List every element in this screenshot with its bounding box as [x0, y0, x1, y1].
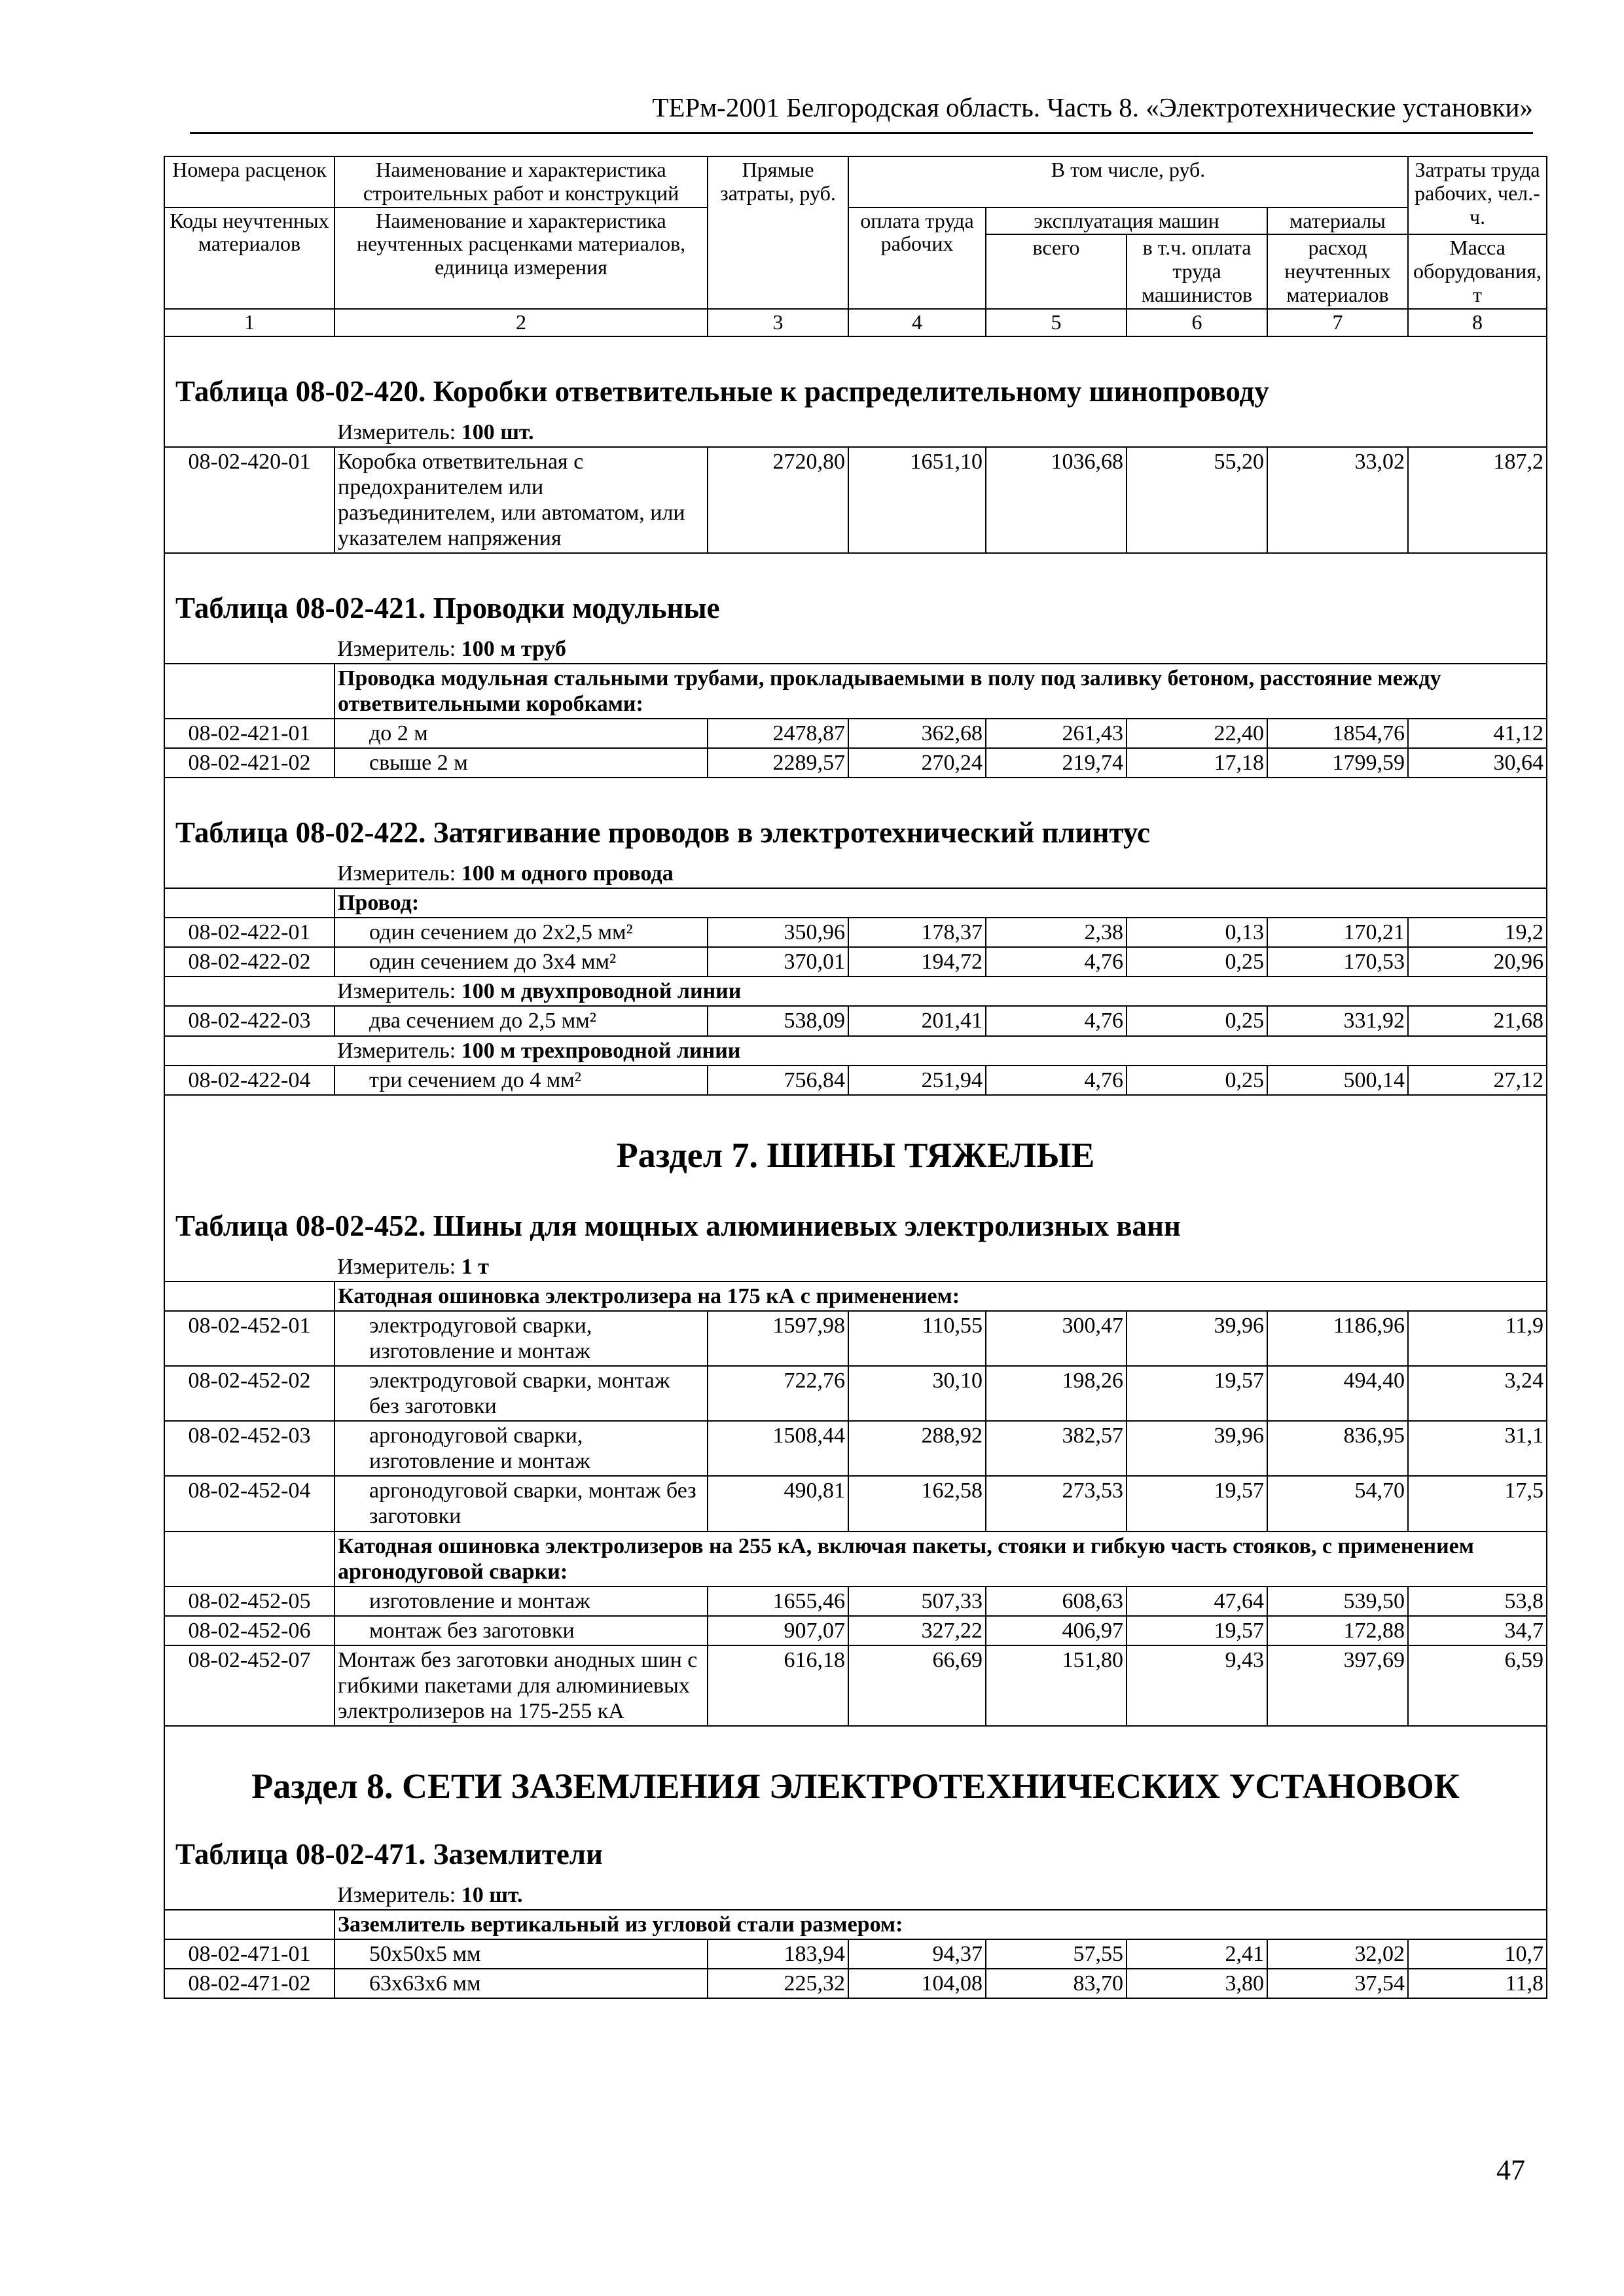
work-name: электродуговой сварки, монтаж без заготовки	[334, 1366, 708, 1421]
table-row	[164, 1587, 1547, 1616]
page-number: 47	[1496, 2154, 1525, 2186]
running-header: ТЕРм-2001 Белгородская область. Часть 8. «Электротехнические установки»	[190, 92, 1533, 134]
table-row	[164, 1969, 1547, 1998]
cost-value: 41,12	[1408, 719, 1547, 748]
group-heading: Заземлитель вертикальный из угловой стали размером:	[334, 1910, 1547, 1939]
rate-code: 08-02-452-03	[164, 1421, 334, 1476]
work-name: 50х50х5 мм	[334, 1939, 708, 1969]
cost-value: 3,24	[1408, 1366, 1547, 1421]
cost-value: 225,32	[708, 1969, 848, 1998]
work-name: электродуговой сварки, изготовление и монтаж	[334, 1311, 708, 1366]
col-head-labor: Затраты труда рабочих, чел.-ч.	[1408, 156, 1547, 234]
cost-value: 17,5	[1408, 1476, 1547, 1531]
cost-value: 53,8	[1408, 1587, 1547, 1616]
rate-code: 08-02-422-01	[164, 918, 334, 947]
cost-value: 19,57	[1127, 1366, 1267, 1421]
col-head-mat-codes: Коды неучтенных материалов	[164, 207, 334, 309]
cost-value: 178,37	[848, 918, 986, 947]
rate-code: 08-02-421-01	[164, 719, 334, 748]
measure-line: Измеритель: 10 шт.	[334, 1881, 1547, 1910]
cost-value: 30,64	[1408, 748, 1547, 778]
table-row	[164, 719, 1547, 748]
table-row	[164, 947, 1547, 977]
cost-value: 170,21	[1267, 918, 1408, 947]
cost-value: 31,1	[1408, 1421, 1547, 1476]
cost-value: 0,25	[1127, 947, 1267, 977]
cost-value: 2478,87	[708, 719, 848, 748]
rate-code: 08-02-452-02	[164, 1366, 334, 1421]
cost-value: 490,81	[708, 1476, 848, 1531]
cost-value: 1508,44	[708, 1421, 848, 1476]
cost-value: 33,02	[1267, 447, 1408, 553]
work-name: один сечением до 3х4 мм²	[334, 947, 708, 977]
cost-value: 19,57	[1127, 1476, 1267, 1531]
cost-value: 3,80	[1127, 1969, 1267, 1998]
cost-value: 110,55	[848, 1311, 986, 1366]
cost-value: 327,22	[848, 1616, 986, 1645]
col-number: 8	[1408, 309, 1547, 336]
col-head-mat-name: Наименование и характеристика неучтенных расценками материалов, единица измерения	[334, 207, 708, 309]
cost-value: 57,55	[986, 1939, 1127, 1969]
work-name: аргонодуговой сварки, монтаж без заготовки	[334, 1476, 708, 1531]
cost-value: 104,08	[848, 1969, 986, 1998]
table-row	[164, 918, 1547, 947]
work-name: свыше 2 м	[334, 748, 708, 778]
cost-value: 22,40	[1127, 719, 1267, 748]
cost-value: 39,96	[1127, 1421, 1267, 1476]
table-row: 08-02-452-07 Монтаж без заготовки анодных шин с гибкими пакетами для алюминиевых электролизеров на 175-255 кА 616,18 66,69 151,80 9,43 397,69 6,59	[164, 1645, 1547, 1726]
rate-code: 08-02-421-02	[164, 748, 334, 778]
rate-code: 08-02-471-01	[164, 1939, 334, 1969]
group-heading: Катодная ошиновка электролизера на 175 кА с применением:	[334, 1282, 1547, 1311]
col-head-wage: оплата труда рабочих	[848, 207, 986, 309]
cost-value: 219,74	[986, 748, 1127, 778]
cost-value: 30,10	[848, 1366, 986, 1421]
work-name: до 2 м	[334, 719, 708, 748]
table-row	[164, 1616, 1547, 1645]
measure-line: Измеритель: 100 м двухпроводной линии	[334, 977, 1547, 1006]
measure-line: Измеритель: 1 т	[334, 1253, 1547, 1282]
cost-value: 2,41	[1127, 1939, 1267, 1969]
cost-value: 94,37	[848, 1939, 986, 1969]
cost-value: 20,96	[1408, 947, 1547, 977]
cost-value: 539,50	[1267, 1587, 1408, 1616]
table-row	[164, 748, 1547, 778]
cost-value: 350,96	[708, 918, 848, 947]
col-head-mass: Масса оборудования, т	[1408, 234, 1547, 308]
col-head-total: всего	[986, 234, 1127, 308]
group-heading: Провод:	[334, 888, 1547, 918]
work-name: Коробка ответвительная с предохранителем или разъединителем, или автоматом, или указателем напряжения	[334, 447, 708, 553]
table-row	[164, 1366, 1547, 1421]
cost-value: 2,38	[986, 918, 1127, 947]
col-number: 4	[848, 309, 986, 336]
cost-value: 300,47	[986, 1311, 1127, 1366]
rate-code: 08-02-452-05	[164, 1587, 334, 1616]
table-title: Таблица 08-02-420. Коробки ответвительные к распределительному шинопроводу	[164, 336, 1547, 418]
price-table	[164, 156, 1547, 1999]
table-title: Таблица 08-02-421. Проводки модульные	[164, 553, 1547, 635]
cost-value: 273,53	[986, 1476, 1127, 1531]
col-head-codes: Номера расценок	[164, 156, 334, 207]
measure-line: Измеритель: 100 м труб	[334, 635, 1547, 664]
cost-value: 1597,98	[708, 1311, 848, 1366]
cost-value: 722,76	[708, 1366, 848, 1421]
cost-value: 10,7	[1408, 1939, 1547, 1969]
col-head-materials: материалы	[1267, 207, 1408, 235]
cost-value: 55,20	[1127, 447, 1267, 553]
cost-value: 836,95	[1267, 1421, 1408, 1476]
rate-code: 08-02-452-06	[164, 1616, 334, 1645]
work-name: монтаж без заготовки	[334, 1616, 708, 1645]
work-name: изготовление и монтаж	[334, 1587, 708, 1616]
cost-value: 1854,76	[1267, 719, 1408, 748]
cost-value: 172,88	[1267, 1616, 1408, 1645]
cost-value: 270,24	[848, 748, 986, 778]
cost-value: 1655,46	[708, 1587, 848, 1616]
cost-value: 11,8	[1408, 1969, 1547, 1998]
cost-value: 83,70	[986, 1969, 1127, 1998]
col-number: 1	[164, 309, 334, 336]
cost-value: 187,2	[1408, 447, 1547, 553]
measure-line: Измеритель: 100 м одного провода	[334, 859, 1547, 888]
cost-value: 170,53	[1267, 947, 1408, 977]
cost-value: 39,96	[1127, 1311, 1267, 1366]
col-head-mat-use: расход неучтенных материалов	[1267, 234, 1408, 308]
cost-value: 194,72	[848, 947, 986, 977]
cost-value: 2720,80	[708, 447, 848, 553]
cost-value: 507,33	[848, 1587, 986, 1616]
table-row	[164, 447, 1547, 553]
work-name: один сечением до 2х2,5 мм²	[334, 918, 708, 947]
section-heading: Раздел 8. СЕТИ ЗАЗЕМЛЕНИЯ ЭЛЕКТРОТЕХНИЧЕСКИХ УСТАНОВОК	[164, 1726, 1547, 1821]
cost-value: 261,43	[986, 719, 1127, 748]
rate-code: 08-02-452-01	[164, 1311, 334, 1366]
cost-value: 47,64	[1127, 1587, 1267, 1616]
cost-value: 19,2	[1408, 918, 1547, 947]
work-name: 63х63х6 мм	[334, 1969, 708, 1998]
cost-value: 162,58	[848, 1476, 986, 1531]
col-head-name: Наименование и характеристика строительных работ и конструкций	[334, 156, 708, 207]
table-row	[164, 1476, 1547, 1531]
cost-value: 32,02	[1267, 1939, 1408, 1969]
table-row: 08-02-422-04 три сечением до 4 мм² 756,84 251,94 4,76 0,25 500,14 27,12	[164, 1066, 1547, 1095]
cost-value: 37,54	[1267, 1969, 1408, 1998]
cost-value: 0,13	[1127, 918, 1267, 947]
cost-value: 183,94	[708, 1939, 848, 1969]
table-row	[164, 1939, 1547, 1969]
rate-code: 08-02-471-02	[164, 1969, 334, 1998]
table-title: Таблица 08-02-471. Заземлители	[164, 1821, 1547, 1881]
col-number: 6	[1127, 309, 1267, 336]
cost-value: 198,26	[986, 1366, 1127, 1421]
cost-value: 17,18	[1127, 748, 1267, 778]
group-heading: Проводка модульная стальными трубами, прокладываемыми в полу под заливку бетоном, расстояние между ответвительными коробками:	[334, 664, 1547, 719]
col-number: 3	[708, 309, 848, 336]
col-number: 5	[986, 309, 1127, 336]
measure-line: Измеритель: 100 м трехпроводной линии	[334, 1036, 1547, 1066]
measure-line: Измеритель: 100 шт.	[334, 418, 1547, 447]
cost-value: 1186,96	[1267, 1311, 1408, 1366]
table-title: Таблица 08-02-422. Затягивание проводов в электротехнический плинтус	[164, 778, 1547, 859]
cost-value: 608,63	[986, 1587, 1127, 1616]
cost-value: 1651,10	[848, 447, 986, 553]
cost-value: 362,68	[848, 719, 986, 748]
cost-value: 907,07	[708, 1616, 848, 1645]
col-number: 2	[334, 309, 708, 336]
cost-value: 19,57	[1127, 1616, 1267, 1645]
col-number: 7	[1267, 309, 1408, 336]
col-head-machines: эксплуатация машин	[986, 207, 1267, 235]
section-heading: Раздел 7. ШИНЫ ТЯЖЕЛЫЕ	[164, 1095, 1547, 1190]
cost-value: 4,76	[986, 947, 1127, 977]
cost-value: 1036,68	[986, 447, 1127, 553]
cost-value: 370,01	[708, 947, 848, 977]
cost-value: 406,97	[986, 1616, 1127, 1645]
table-row	[164, 1311, 1547, 1366]
table-row	[164, 1421, 1547, 1476]
table-title: Таблица 08-02-452. Шины для мощных алюминиевых электролизных ванн	[164, 1190, 1547, 1253]
cost-value: 382,57	[986, 1421, 1127, 1476]
col-head-direct: Прямые затраты, руб.	[708, 156, 848, 309]
rate-code: 08-02-420-01	[164, 447, 334, 553]
cost-value: 1799,59	[1267, 748, 1408, 778]
cost-value: 494,40	[1267, 1366, 1408, 1421]
cost-value: 54,70	[1267, 1476, 1408, 1531]
work-name: аргонодуговой сварки, изготовление и монтаж	[334, 1421, 708, 1476]
cost-value: 34,7	[1408, 1616, 1547, 1645]
cost-value: 11,9	[1408, 1311, 1547, 1366]
col-head-operators: в т.ч. оплата труда машинистов	[1127, 234, 1267, 308]
group-heading: Катодная ошиновка электролизеров на 255 кА, включая пакеты, стояки и гибкую часть стояков, с применением аргонодуговой сварки:	[334, 1532, 1547, 1587]
cost-value: 288,92	[848, 1421, 986, 1476]
table-row: 08-02-422-03 два сечением до 2,5 мм² 538,09 201,41 4,76 0,25 331,92 21,68	[164, 1006, 1547, 1035]
rate-code: 08-02-422-02	[164, 947, 334, 977]
rate-code: 08-02-452-04	[164, 1476, 334, 1531]
col-head-incl: В том числе, руб.	[848, 156, 1408, 207]
cost-value: 2289,57	[708, 748, 848, 778]
